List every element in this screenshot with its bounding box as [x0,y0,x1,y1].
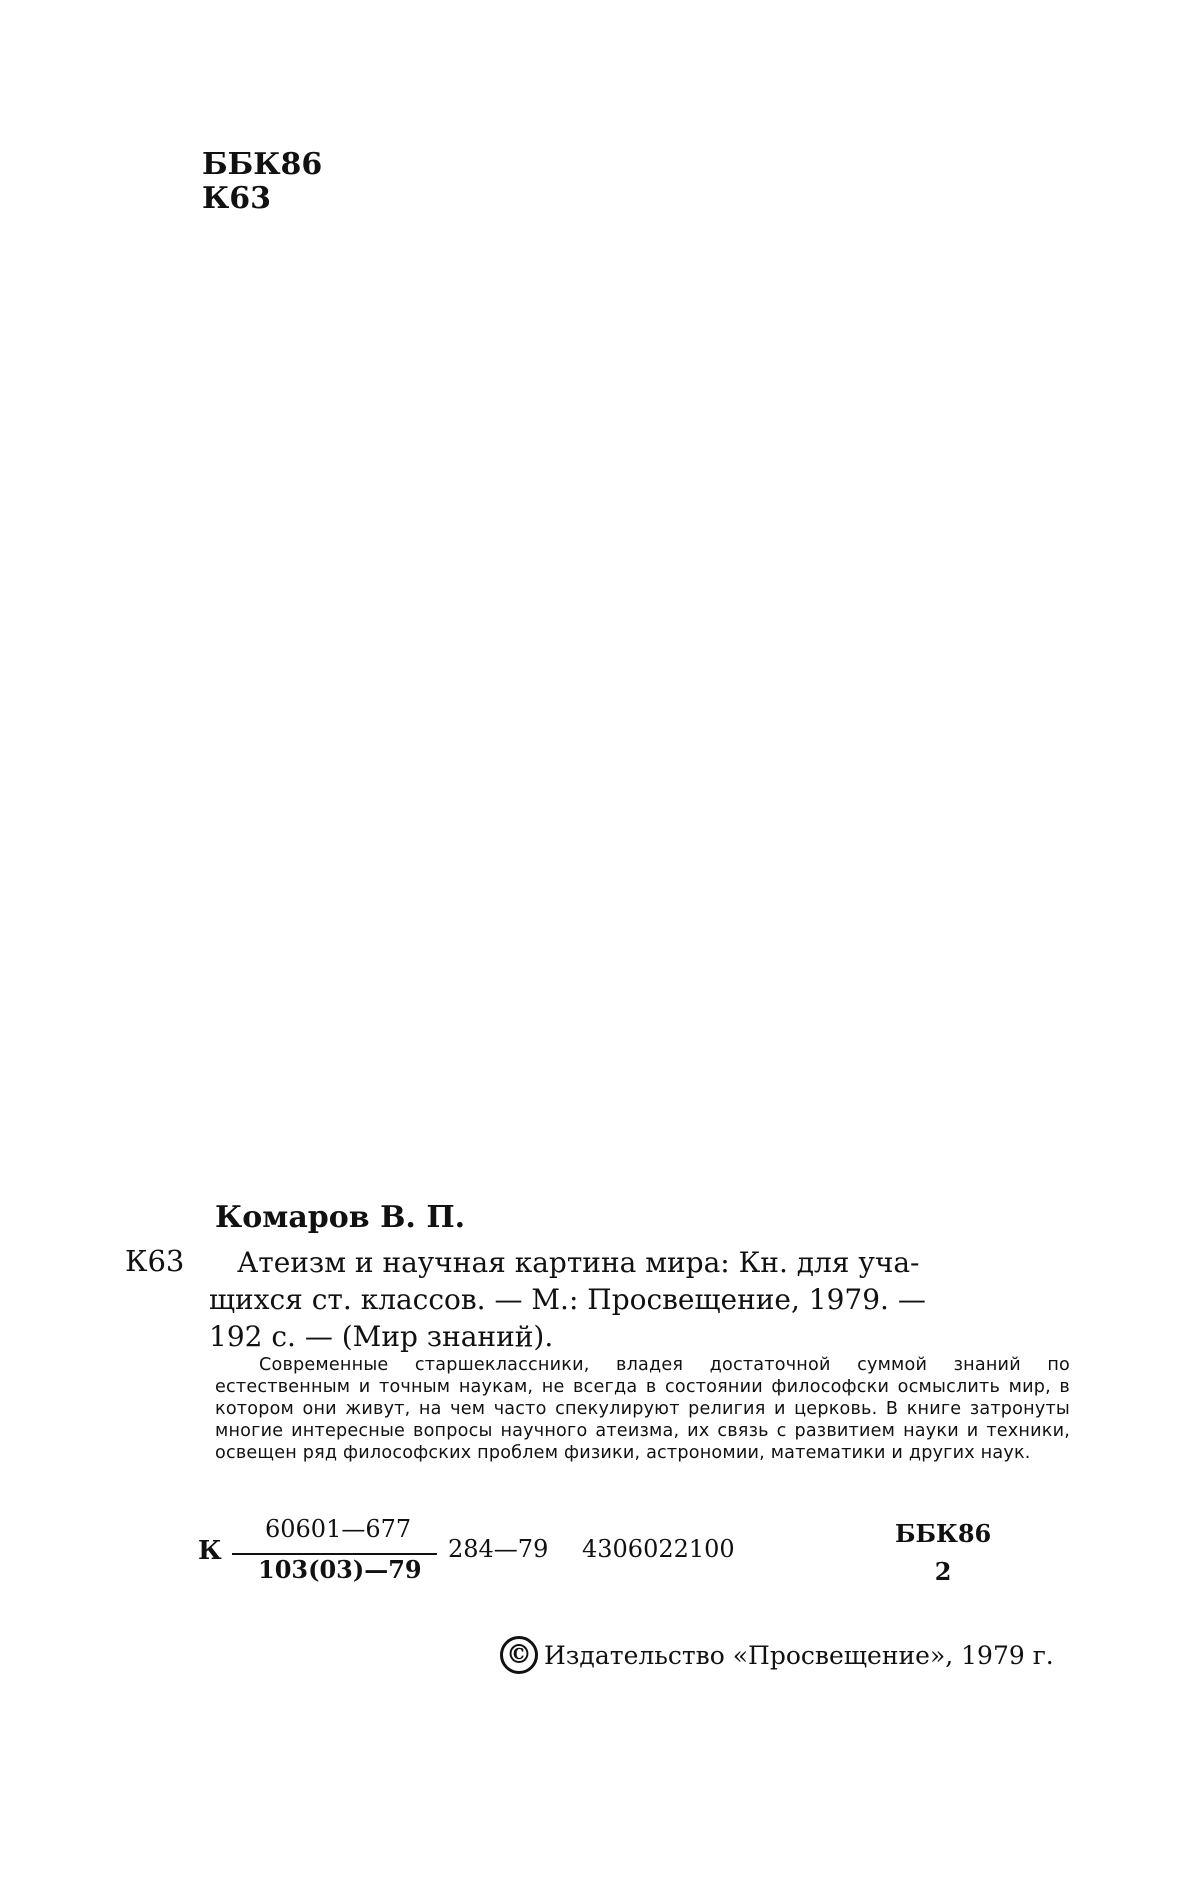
formula-denominator: 103(03)—79 [258,1555,422,1584]
bbk-code: ББК86 [202,147,323,182]
bbk-bottom-block [895,1515,991,1591]
bbk-bottom-code: ББК86 [895,1519,992,1548]
annotation-text: Современные старшеклассники, владея достаточной суммой знаний по естественным и точным наукам, не всегда в состоянии философски осмыслить мир, в котором они живут, на чем часто спекулируют религия и церковь. В книге затронуты многие интересные вопросы научного атеизма, их связь с развитием науки и техники, освещен ряд философских проблем физики, астрономии, математики и других наук. [215,1355,1070,1463]
author-name: Комаров В. П. [215,1200,466,1235]
copyright-line [500,1636,1054,1674]
author-mark: К63 [202,181,272,216]
isbn-code: 4306022100 [582,1535,735,1563]
bbk-bottom-subcode: 2 [934,1557,952,1586]
classification-header [202,148,322,216]
formula-numerator: 60601—677 [265,1515,412,1543]
copyright-text: Издательство «Просвещение», 1979 г. [544,1640,1054,1670]
catalog-code: К63 [125,1244,185,1278]
bib-line-3: 192 с. — (Мир знаний). [209,1320,554,1353]
bibliographic-description [209,1244,1070,1355]
copyright-icon: © [500,1636,538,1674]
bib-line-1: Атеизм и научная картина мира: Кн. для уча- [237,1246,920,1279]
formula-letter: К [198,1536,222,1566]
bib-line-2: щихся ст. классов. — М.: Просвещение, 1979. — [209,1283,926,1316]
price-code: 284—79 [448,1535,549,1563]
